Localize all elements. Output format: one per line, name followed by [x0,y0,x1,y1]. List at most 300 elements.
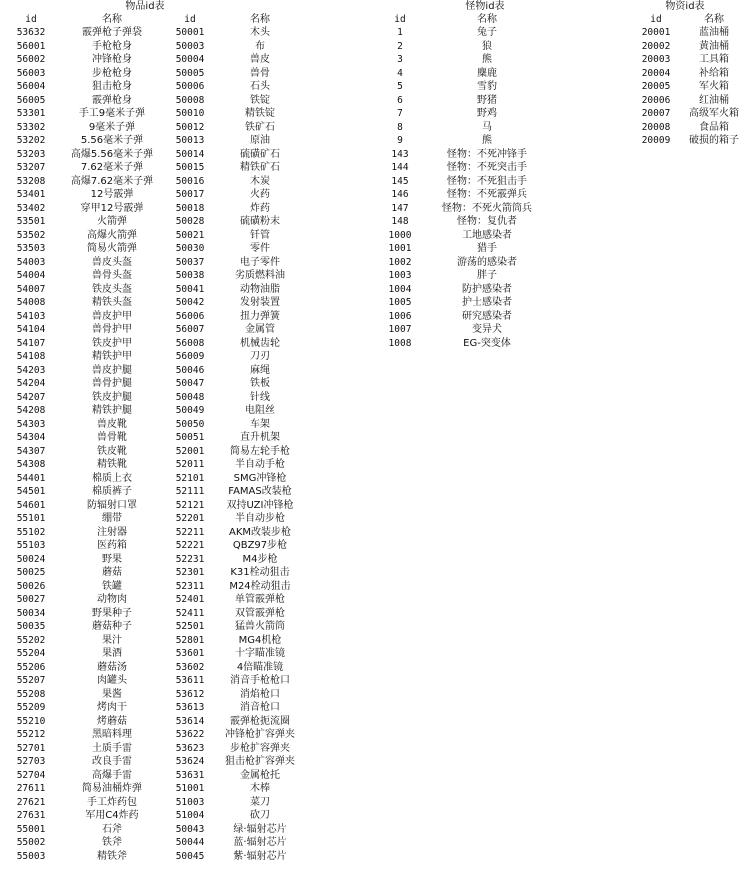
item-name-cell: 精铁头盔 [92,297,132,308]
supply-name-cell: 蓝油桶 [699,27,729,38]
item-name-cell: M24栓动狙击 [229,580,291,592]
table-row [378,80,552,94]
table-row [378,229,552,243]
item-id-cell: 55212 [16,729,46,740]
supply-name-cell: 高级军火箱 [689,108,739,119]
monster-name-cell: 麋鹿 [477,67,497,79]
monster-id-cell: 5 [397,81,403,92]
item-id-cell: 54104 [16,324,46,335]
table-row [6,553,308,567]
item-id-cell: 54003 [16,256,46,268]
item-id-cell: 27621 [16,796,46,808]
monster-id-cell: 1006 [388,310,412,322]
item-name-cell: 精铁靴 [97,459,127,470]
monster-name-cell: 变异犬 [472,324,502,335]
item-name-cell: 消焰枪口 [240,688,280,700]
item-name-cell: 蘑菇种子 [92,621,132,632]
monsters-header-name: 名称 [477,14,497,25]
item-id-cell: 50008 [175,94,205,106]
item-name-cell: 机械齿轮 [240,337,280,349]
table-row [378,107,552,121]
item-name-cell: 铁皮护腿 [92,391,132,403]
item-id-cell: 50015 [175,162,205,173]
item-name-cell: 动物肉 [97,594,127,605]
item-id-cell: 53632 [16,27,46,38]
item-id-cell: 52111 [175,486,205,497]
item-id-cell: 50012 [175,121,205,133]
item-name-cell: 兽皮 [250,54,270,65]
item-name-cell: 菜刀 [250,796,270,808]
monster-name-cell: 狼 [482,40,492,52]
item-name-cell: 改良手雷 [92,756,132,767]
item-name-cell: 棉质上衣 [92,472,132,484]
items-header-name-1: 名称 [102,14,122,25]
monster-name-cell: 雪豹 [477,81,497,92]
items-header-id-1: id [25,14,37,25]
table-row [378,242,552,256]
table-row [633,26,749,40]
item-id-cell: 50049 [175,405,205,416]
item-id-cell: 50050 [175,418,205,430]
item-id-cell: 50016 [175,175,205,187]
item-name-cell: 绷带 [102,513,122,524]
item-id-cell: 52701 [16,742,46,754]
item-name-cell: 9毫米子弹 [88,121,136,133]
monster-id-cell: 3 [397,54,403,65]
table-row [6,148,308,162]
item-name-cell: 高爆5.56毫米子弹 [70,148,154,160]
item-id-cell: 51004 [175,810,205,821]
item-id-cell: 52011 [175,459,205,470]
item-name-cell: 单管霰弹枪 [235,594,285,605]
item-name-cell: 金属管 [245,324,275,335]
item-id-cell: 53502 [16,229,46,241]
supply-id-cell: 20005 [641,81,671,92]
item-name-cell: 果汁 [102,634,122,646]
item-name-cell: 高爆手雷 [92,769,132,781]
item-name-cell: MG4机枪 [238,634,282,646]
table-row [378,67,552,81]
item-name-cell: 双持UZI冲锋枪 [226,499,294,511]
item-name-cell: 4倍瞄准镜 [236,661,284,673]
table-row [6,566,308,580]
monster-id-cell: 143 [391,148,409,160]
item-id-cell: 53612 [175,688,205,700]
item-id-cell: 55209 [16,702,46,713]
item-name-cell: 军用C4炸药 [85,810,139,821]
item-name-cell: 石斧 [102,823,122,835]
item-id-cell: 54601 [16,499,46,511]
item-name-cell: 火箭弹 [97,216,127,227]
table-row [378,53,552,67]
item-name-cell: 穿甲12号霰弹 [80,202,144,214]
supply-name-cell: 破损的箱子 [689,135,739,146]
item-id-cell: 55103 [16,540,46,551]
table-row [378,26,552,40]
item-name-cell: 直升机架 [240,432,280,443]
item-id-cell: 50014 [175,148,205,160]
item-id-cell: 52121 [175,499,205,511]
item-name-cell: 铁矿石 [245,121,275,133]
table-row [6,782,308,796]
supply-id-cell: 20007 [641,108,671,119]
item-name-cell: 兽骨护腿 [92,378,132,389]
table-row [6,769,308,783]
table-row [633,53,749,67]
monster-id-cell: 1008 [388,337,412,349]
table-row [6,283,308,297]
table-row [6,323,308,337]
item-id-cell: 50026 [16,580,46,592]
table-row [6,134,308,148]
item-id-cell: 56003 [16,67,46,79]
table-row [6,472,308,486]
table-row [378,283,552,297]
monster-id-cell: 1005 [388,297,412,308]
table-row [6,94,308,108]
table-row [633,40,749,54]
monster-id-cell: 9 [397,135,403,146]
monster-name-cell: 马 [482,121,492,133]
table-row [378,296,552,310]
item-id-cell: 50044 [175,837,205,848]
monster-id-cell: 1003 [388,270,412,281]
item-name-cell: 兽皮护腿 [92,364,132,376]
supplies-table-title: 物资id表 [665,1,705,12]
monster-name-cell: 工地感染者 [462,229,512,241]
item-id-cell: 52411 [175,607,205,619]
item-name-cell: K31栓动狙击 [230,567,290,578]
monster-name-cell: 胖子 [477,270,497,281]
table-row [6,80,308,94]
item-name-cell: 十字瞄准镜 [235,648,285,659]
table-row [378,175,552,189]
item-name-cell: 铁皮靴 [97,445,127,457]
monster-id-cell: 8 [397,121,403,133]
table-row [6,458,308,472]
item-id-cell: 52201 [175,513,205,524]
item-id-cell: 53401 [16,189,46,200]
supply-id-cell: 20001 [641,27,671,38]
monster-id-cell: 1004 [388,283,412,295]
item-id-cell: 52704 [16,769,46,781]
item-id-cell: 52221 [175,540,205,551]
item-name-cell: 果酒 [102,648,122,659]
table-row [378,215,552,229]
item-name-cell: 紫·辐射芯片 [233,850,287,862]
items-header-name-2: 名称 [250,14,270,25]
item-name-cell: 霰弹枪身 [92,94,132,106]
item-id-cell: 56002 [16,54,46,65]
monster-name-cell: 怪物：不死突击手 [447,162,527,173]
item-id-cell: 52401 [175,594,205,605]
item-name-cell: 火药 [250,189,270,200]
supply-name-cell: 军火箱 [699,81,729,92]
item-name-cell: 手枪枪身 [92,40,132,52]
item-id-cell: 53207 [16,162,46,173]
monster-id-cell: 146 [391,189,409,200]
item-name-cell: 电阻丝 [245,405,275,416]
table-row [6,742,308,756]
item-name-cell: 劣质燃料油 [235,270,285,281]
monsters-header-id: id [394,14,406,25]
table-row [6,499,308,513]
item-name-cell: 铁板 [250,378,270,389]
monster-id-cell: 1002 [388,256,412,268]
item-name-cell: FAMAS改装枪 [228,486,292,497]
table-row [378,121,552,135]
item-name-cell: 半自动手枪 [235,459,285,470]
item-name-cell: 零件 [250,243,270,254]
table-row [6,607,308,621]
item-id-cell: 55208 [16,688,46,700]
table-row [6,391,308,405]
item-name-cell: 原油 [250,135,270,146]
supply-name-cell: 工具箱 [699,54,729,65]
table-row [6,364,308,378]
item-id-cell: 50027 [16,594,46,605]
monster-id-cell: 145 [391,175,409,187]
item-id-cell: 56009 [175,351,205,362]
items-table-title: 物品id表 [125,1,165,12]
table-row [378,202,552,216]
item-id-cell: 51003 [175,796,205,808]
table-row [6,188,308,202]
item-id-cell: 54308 [16,459,46,470]
supply-name-cell: 补给箱 [699,67,729,79]
item-id-cell: 50045 [175,850,205,862]
table-row [6,836,308,850]
item-id-cell: 54008 [16,297,46,308]
table-row [378,161,552,175]
item-id-cell: 53202 [16,135,46,146]
item-name-cell: 防辐射口罩 [87,499,137,511]
item-name-cell: 霰弹枪扼流圈 [230,715,290,727]
monster-name-cell: 研究感染者 [462,310,512,322]
item-name-cell: 消音枪口 [240,702,280,713]
item-name-cell: 兽骨靴 [97,432,127,443]
item-id-cell: 50047 [175,378,205,389]
item-id-cell: 52501 [175,621,205,632]
table-row [6,53,308,67]
item-name-cell: 消音手枪枪口 [230,675,290,686]
item-name-cell: 狙击枪扩容弹夹 [225,756,295,767]
item-name-cell: 铁斧 [102,837,122,848]
item-name-cell: 手工9毫米子弹 [78,108,146,119]
item-name-cell: 霰弹枪子弹袋 [82,27,142,38]
item-id-cell: 50004 [175,54,205,65]
item-name-cell: 铁皮头盔 [92,283,132,295]
monster-name-cell: 游荡的感染者 [457,256,517,268]
item-id-cell: 50043 [175,823,205,835]
table-row [6,269,308,283]
monster-name-cell: 怪物：不死冲锋手 [447,148,527,160]
monster-id-cell: 1000 [388,229,412,241]
item-id-cell: 53203 [16,148,46,160]
table-row [6,26,308,40]
items-header-id-2: id [184,14,196,25]
supply-name-cell: 红油桶 [699,94,729,106]
table-row [6,296,308,310]
item-name-cell: 黑暗料理 [92,729,132,740]
table-row [6,418,308,432]
item-id-cell: 54108 [16,351,46,362]
item-id-cell: 50051 [175,432,205,443]
item-name-cell: 电子零件 [240,256,280,268]
table-row [378,188,552,202]
table-row [378,256,552,270]
table-row [6,647,308,661]
items-table [6,13,308,863]
item-name-cell: 硫磺粉末 [240,216,280,227]
item-id-cell: 55102 [16,526,46,538]
table-row [6,728,308,742]
table-row [6,809,308,823]
item-name-cell: 铁罐 [102,580,122,592]
table-row [633,107,749,121]
item-id-cell: 55002 [16,837,46,848]
item-name-cell: 木棒 [250,783,270,794]
monster-name-cell: 猎手 [477,243,497,254]
item-id-cell: 54304 [16,432,46,443]
table-row [6,175,308,189]
table-row [6,593,308,607]
table-row [6,107,308,121]
table-row [378,134,552,148]
item-name-cell: 精铁护甲 [92,351,132,362]
item-id-cell: 56005 [16,94,46,106]
item-name-cell: QBZ97步枪 [232,540,288,551]
item-id-cell: 52101 [175,472,205,484]
item-name-cell: 布 [255,40,265,52]
item-name-cell: 蘑菇汤 [97,661,127,673]
item-id-cell: 56008 [175,337,205,349]
monster-name-cell: 怪物：不死火箭筒兵 [442,202,532,214]
table-row [378,94,552,108]
table-row [6,256,308,270]
item-name-cell: 兽骨头盔 [92,270,132,281]
item-name-cell: 蘑菇 [102,567,122,578]
item-id-cell: 53623 [175,742,205,754]
monsters-table [378,13,552,350]
item-name-cell: 果酱 [102,688,122,700]
monster-id-cell: 148 [391,216,409,227]
table-row [6,229,308,243]
item-name-cell: 步枪枪身 [92,67,132,79]
table-row [6,404,308,418]
item-id-cell: 50013 [175,135,205,146]
item-id-cell: 53501 [16,216,46,227]
item-id-cell: 53402 [16,202,46,214]
item-id-cell: 53301 [16,108,46,119]
item-name-cell: 木头 [250,27,270,38]
item-id-cell: 54207 [16,391,46,403]
monster-name-cell: 野鸡 [477,108,497,119]
item-name-cell: 野果种子 [92,607,132,619]
item-id-cell: 55101 [16,513,46,524]
item-name-cell: 简易左轮手枪 [230,445,290,457]
table-row [6,688,308,702]
table-row [633,94,749,108]
item-name-cell: 步枪扩容弹夹 [230,742,290,754]
table-row [6,242,308,256]
item-name-cell: 发射装置 [240,297,280,308]
item-name-cell: 肉罐头 [97,675,127,686]
item-name-cell: 手工炸药包 [87,796,137,808]
item-name-cell: 兽皮头盔 [92,256,132,268]
item-id-cell: 55001 [16,823,46,835]
item-name-cell: 铁锭 [250,94,270,106]
item-id-cell: 50018 [175,202,205,214]
item-id-cell: 50010 [175,108,205,119]
item-id-cell: 53503 [16,243,46,254]
item-id-cell: 54208 [16,405,46,416]
item-id-cell: 54303 [16,418,46,430]
table-row [6,161,308,175]
item-id-cell: 50046 [175,364,205,376]
item-id-cell: 53601 [175,648,205,659]
item-name-cell: 高爆7.62毫米子弹 [70,175,154,187]
table-row [6,580,308,594]
item-name-cell: 烤蘑菇 [97,715,127,727]
item-name-cell: 硫磺矿石 [240,148,280,160]
item-name-cell: SMG冲锋枪 [233,472,287,484]
monster-name-cell: 熊 [482,135,492,146]
table-row [633,80,749,94]
item-id-cell: 54204 [16,378,46,389]
item-id-cell: 27611 [16,783,46,794]
item-name-cell: 冲锋枪身 [92,54,132,65]
item-id-cell: 54007 [16,283,46,295]
table-row [6,202,308,216]
monster-name-cell: 护士感染者 [462,297,512,308]
item-id-cell: 50003 [175,40,205,52]
supplies-header-id: id [650,14,662,25]
supplies-table [633,13,749,148]
supply-name-cell: 黄油桶 [699,40,729,52]
item-id-cell: 51001 [175,783,205,794]
table-row [6,67,308,81]
item-name-cell: 钎管 [250,229,270,241]
table-row [6,215,308,229]
table-row [6,674,308,688]
table-row [6,823,308,837]
table-row [378,148,552,162]
item-id-cell: 52311 [175,580,205,592]
item-name-cell: 12号霰弹 [90,189,134,200]
table-row [6,485,308,499]
monster-name-cell: 熊 [482,54,492,65]
item-name-cell: 炸药 [250,202,270,214]
item-id-cell: 50048 [175,391,205,403]
monster-name-cell: 兔子 [477,27,497,38]
item-id-cell: 53624 [175,756,205,767]
table-row [6,850,308,864]
item-id-cell: 50021 [175,229,205,241]
item-name-cell: 扭力弹簧 [240,310,280,322]
supply-id-cell: 20006 [641,94,671,106]
item-id-cell: 54004 [16,270,46,281]
monster-name-cell: 怪物：不死狙击手 [447,175,527,187]
items-table-body [6,26,308,863]
table-row [378,323,552,337]
item-name-cell: 注射器 [97,526,127,538]
item-id-cell: 50024 [16,553,46,565]
item-name-cell: 简易油桶炸弹 [82,783,142,794]
item-name-cell: 兽骨 [250,67,270,79]
item-name-cell: 刀刃 [250,351,270,362]
item-name-cell: 精铁矿石 [240,162,280,173]
